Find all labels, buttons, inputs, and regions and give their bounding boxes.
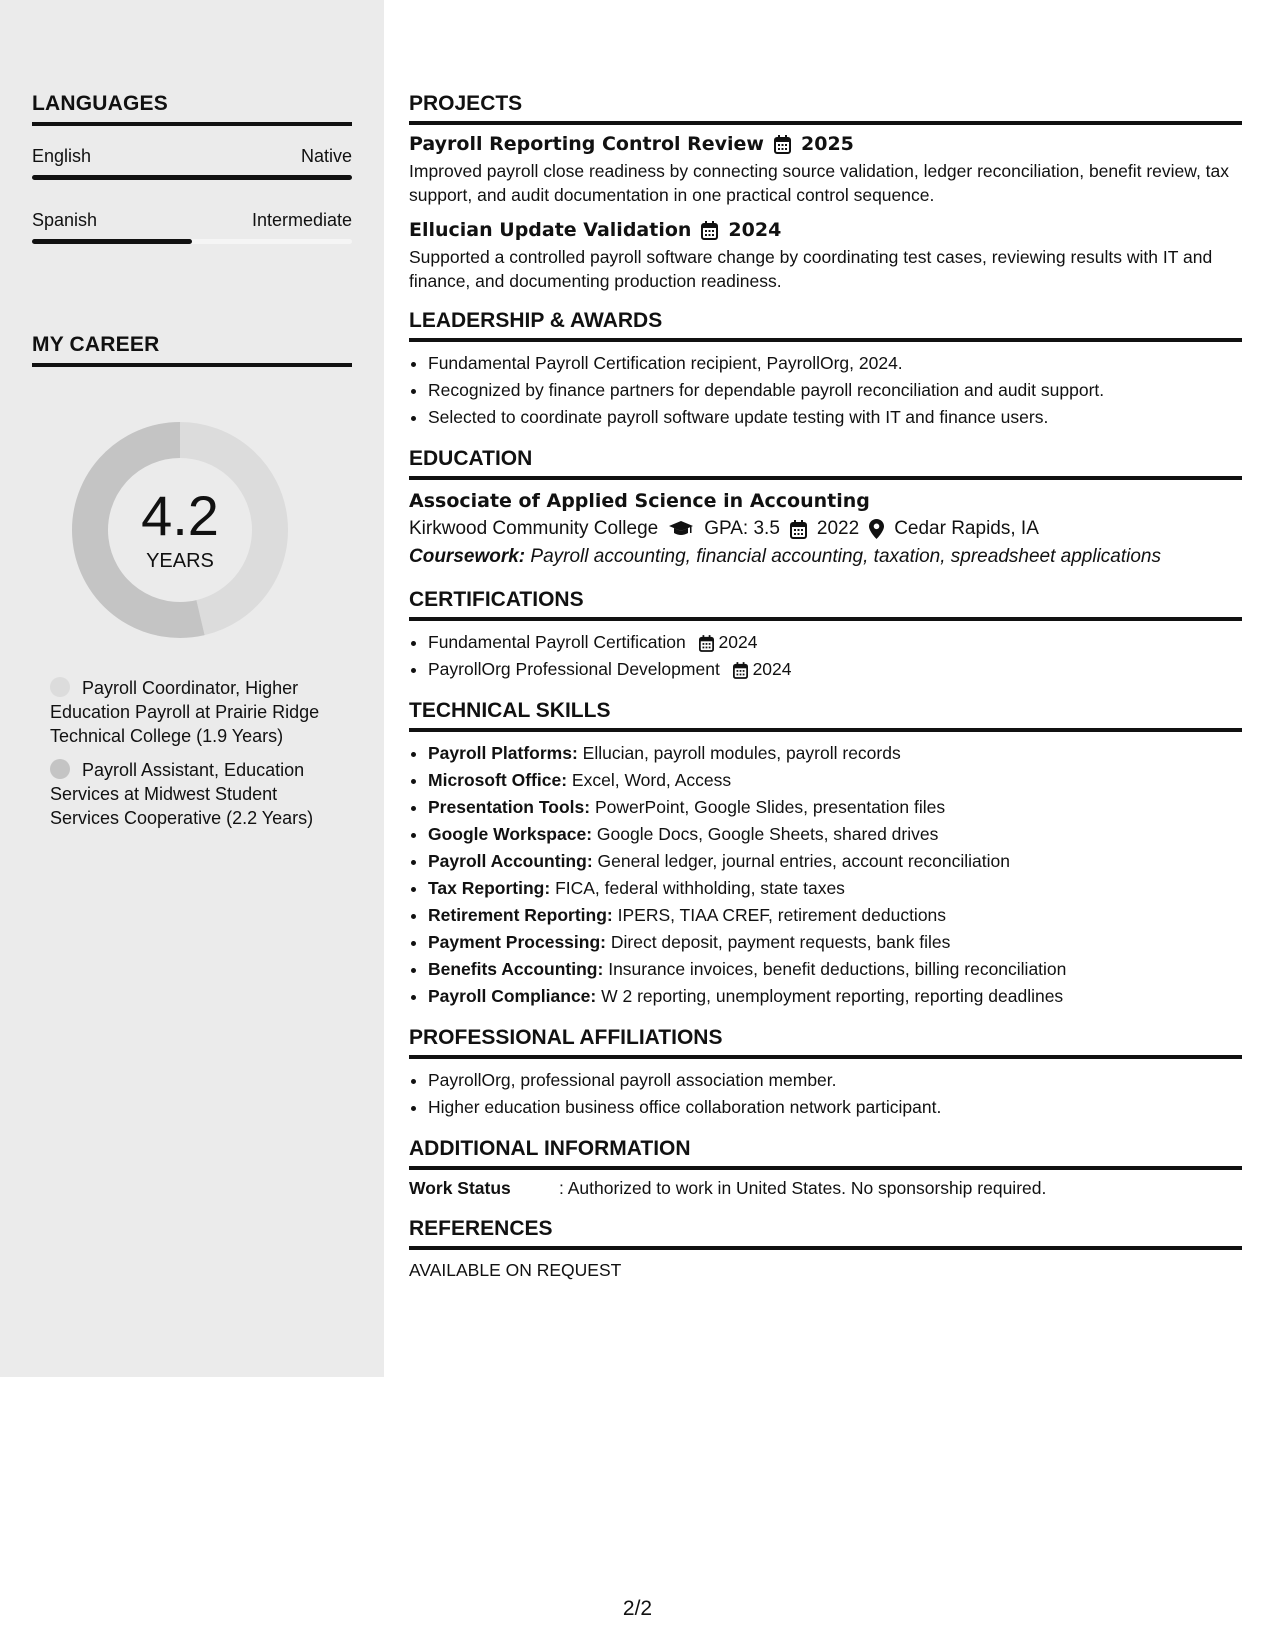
language-item (32, 146, 352, 180)
location-pin-icon (869, 519, 884, 539)
career-legend-text: Payroll Coordinator, Higher Education Payroll at Prairie Ridge Technical College (1.9 Years) (50, 678, 320, 746)
work-status-value: : Authorized to work in United States. No sponsorship required. (559, 1178, 1047, 1198)
work-status-row (409, 1178, 1242, 1199)
education-section (409, 447, 1242, 568)
list-item: • Higher education business office collaboration network participant. (428, 1094, 1242, 1121)
education-location: Cedar Rapids, IA (894, 518, 1039, 539)
languages-section (32, 92, 352, 244)
career-total-unit: YEARS (146, 549, 214, 572)
list-item (428, 929, 1242, 956)
education-heading: EDUCATION (409, 447, 1242, 480)
list-item (428, 875, 1242, 902)
education-school: Kirkwood Community College (409, 518, 659, 539)
list-item (428, 740, 1242, 767)
calendar-icon (701, 221, 718, 240)
skill-label: Microsoft Office: (428, 770, 568, 790)
skill-label: Benefits Accounting: (428, 959, 604, 979)
career-legend-item (50, 758, 340, 830)
project-item (409, 133, 1242, 207)
project-year: 2024 (728, 219, 782, 241)
calendar-icon (790, 520, 807, 539)
list-item (428, 848, 1242, 875)
language-proficiency-fill (32, 239, 192, 244)
career-section (32, 333, 352, 367)
skills-list (409, 740, 1242, 1010)
projects-section (409, 92, 1242, 293)
project-year: 2025 (801, 133, 854, 155)
skill-value: PowerPoint, Google Slides, presentation files (594, 797, 946, 817)
additional-info-section (409, 1137, 1242, 1199)
list-item: • PayrollOrg, professional payroll association member. (428, 1067, 1242, 1094)
skill-value: W 2 reporting, unemployment reporting, reporting deadlines (601, 986, 1064, 1006)
skill-label: Payroll Platforms: (428, 743, 578, 763)
education-year: 2022 (816, 518, 860, 539)
language-proficiency-bar (32, 175, 352, 180)
additional-info-heading: ADDITIONAL INFORMATION (409, 1137, 1242, 1170)
career-donut-chart (66, 416, 294, 644)
page-number: 2/2 (622, 1597, 653, 1620)
list-item (428, 956, 1242, 983)
skill-label: Payroll Compliance: (428, 986, 597, 1006)
skill-value: General ledger, journal entries, account reconciliation (597, 851, 1010, 871)
graduation-cap-icon (668, 520, 694, 538)
list-item (428, 629, 1242, 656)
career-legend (50, 676, 340, 840)
skill-value: Ellucian, payroll modules, payroll records (582, 743, 901, 763)
sidebar (0, 0, 384, 1377)
skill-value: Direct deposit, payment requests, bank files (610, 932, 951, 952)
calendar-icon (699, 635, 714, 652)
career-legend-text: Payroll Assistant, Education Services at Midwest Student Services Cooperative (2.2 Years) (50, 760, 314, 828)
skill-value: IPERS, TIAA CREF, retirement deductions (617, 905, 947, 925)
language-name: Spanish (32, 210, 98, 230)
skill-value: Excel, Word, Access (571, 770, 732, 790)
calendar-icon (733, 662, 748, 679)
certifications-list (409, 629, 1242, 683)
certification-name: Fundamental Payroll Certification (428, 632, 686, 652)
skill-value: FICA, federal withholding, state taxes (555, 878, 845, 898)
calendar-icon (774, 135, 791, 154)
project-title: Payroll Reporting Control Review (409, 133, 764, 155)
list-item (428, 794, 1242, 821)
coursework-text: Payroll accounting, financial accounting, taxation, spreadsheet applications (530, 546, 1161, 567)
references-section (409, 1217, 1242, 1281)
certification-year: 2024 (752, 659, 792, 679)
main-column (409, 92, 1242, 1281)
project-description: Supported a controlled payroll software change by coordinating test cases, reviewing results with IT and finance, and documenting production readiness. (409, 247, 1213, 291)
certifications-heading: CERTIFICATIONS (409, 588, 1242, 621)
skill-label: Google Workspace: (428, 824, 593, 844)
language-item (32, 210, 352, 244)
affiliations-heading: PROFESSIONAL AFFILIATIONS (409, 1026, 1242, 1059)
projects-heading: PROJECTS (409, 92, 1242, 125)
career-legend-item (50, 676, 340, 748)
language-proficiency-fill (32, 175, 352, 180)
project-title: Ellucian Update Validation (409, 219, 692, 241)
list-item: • Recognized by finance partners for dependable payroll reconciliation and audit support. (428, 377, 1242, 404)
certifications-section (409, 588, 1242, 683)
skill-label: Retirement Reporting: (428, 905, 613, 925)
career-heading: MY CAREER (32, 333, 352, 367)
list-item (428, 821, 1242, 848)
skill-value: Insurance invoices, benefit deductions, billing reconciliation (608, 959, 1067, 979)
references-text: AVAILABLE ON REQUEST (409, 1260, 622, 1280)
languages-heading: LANGUAGES (32, 92, 352, 126)
list-item (428, 656, 1242, 683)
skill-label: Presentation Tools: (428, 797, 591, 817)
project-item (409, 219, 1242, 293)
leadership-section (409, 309, 1242, 431)
education-degree: Associate of Applied Science in Accounting (409, 490, 870, 512)
list-item (428, 902, 1242, 929)
references-heading: REFERENCES (409, 1217, 1242, 1250)
leadership-heading: LEADERSHIP & AWARDS (409, 309, 1242, 342)
list-item: • Fundamental Payroll Certification recipient, PayrollOrg, 2024. (428, 350, 1242, 377)
skill-label: Payroll Accounting: (428, 851, 593, 871)
affiliations-list (409, 1067, 1242, 1121)
skill-label: Tax Reporting: (428, 878, 551, 898)
language-level: Intermediate (251, 210, 352, 230)
skill-value: Google Docs, Google Sheets, shared drives (596, 824, 939, 844)
affiliations-section (409, 1026, 1242, 1121)
language-level: Native (300, 146, 352, 166)
skills-section (409, 699, 1242, 1010)
skills-heading: TECHNICAL SKILLS (409, 699, 1242, 732)
education-gpa: GPA: 3.5 (704, 518, 780, 539)
certification-year: 2024 (718, 632, 758, 652)
career-total-value: 4.2 (141, 483, 219, 547)
education-coursework (409, 546, 1242, 568)
leadership-list (409, 350, 1242, 431)
certification-name: PayrollOrg Professional Development (428, 659, 720, 679)
list-item (428, 767, 1242, 794)
list-item: • Selected to coordinate payroll software update testing with IT and finance users. (428, 404, 1242, 431)
coursework-label: Coursework: (409, 546, 526, 567)
list-item (428, 983, 1242, 1010)
work-status-label: Work Status (409, 1178, 511, 1198)
language-name: English (32, 146, 92, 166)
legend-dot (50, 677, 70, 697)
language-proficiency-bar (32, 239, 352, 244)
project-description: Improved payroll close readiness by connecting source validation, ledger reconciliation, benefit review, tax support, and audit documentation in one practical control sequence. (409, 161, 1230, 205)
skill-label: Payment Processing: (428, 932, 606, 952)
legend-dot (50, 759, 70, 779)
